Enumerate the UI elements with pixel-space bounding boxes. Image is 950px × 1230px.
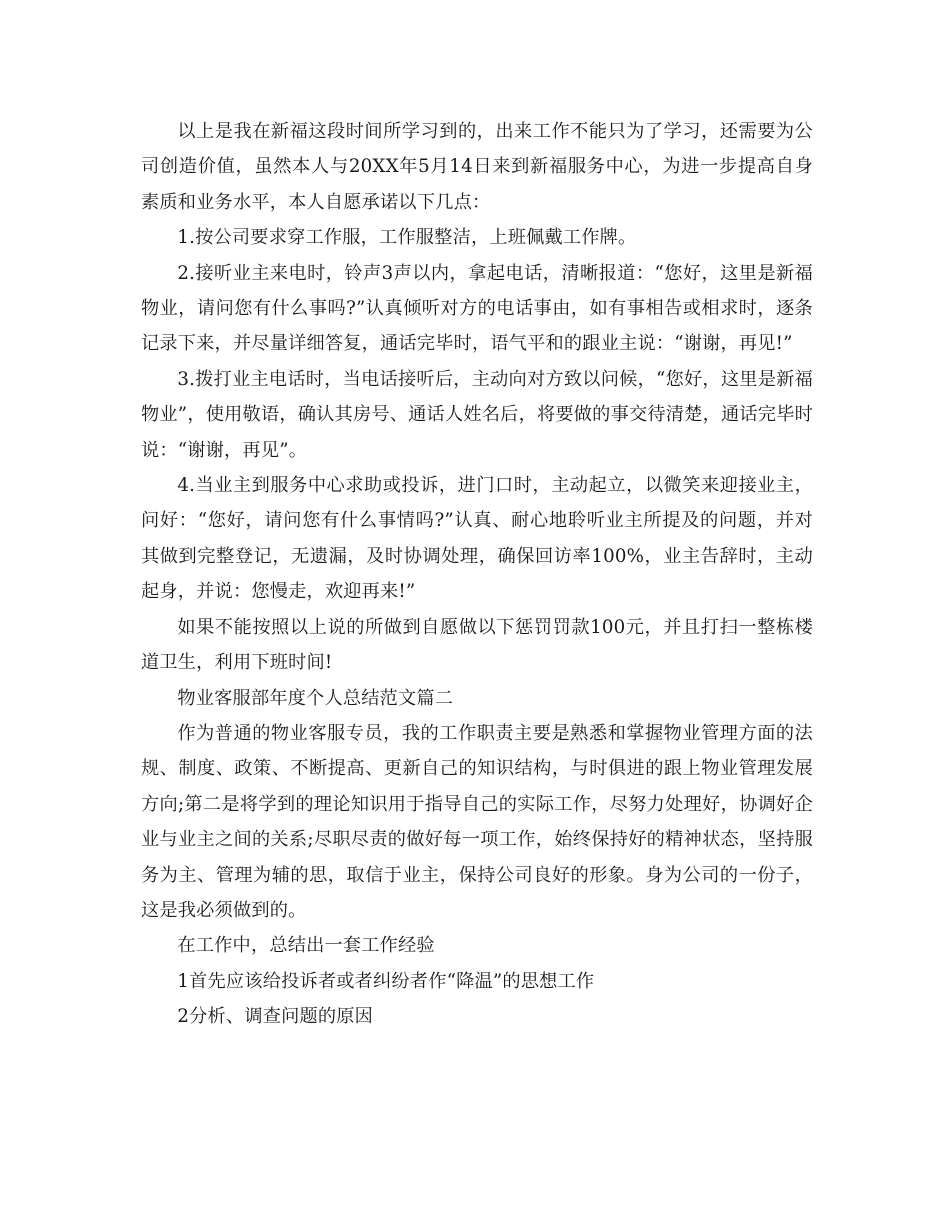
list-item-experience-1: 1首先应该给投诉者或者纠纷者作“降温”的思想工作 [177,970,595,992]
paragraph-duties: 作为普通的物业客服专员，我的工作职责主要是熟悉和掌握物业管理方面的法规、制度、政策、不断提高、更新自己的知识结构，与时俱进的跟上物业管理发展方向;第二是将学到的理论知识用于指导自己的实际工作，尽努力处理好，协调好企业与业主之间的关系;尽职尽责的做好每一项工作，始终保持好的精神状态，坚持服务为主、管理为辅的思，取信于业主，保持公司良好的形象。身为公司的一份子，这是我必须做到的。 [141,722,813,921]
paragraph-commitment-4: 4.当业主到服务中心求助或投诉，进门口时，主动起立，以微笑来迎接业主，问好：“您好，请问您有什么事情吗?”认真、耐心地聆听业主所提及的问题，并对其做到完整登记，无遗漏，及时协调处理，确保回访率100%，业主告辞时，主动起身，并说：您慢走，欢迎再来!” [141,475,813,603]
document-page [141,114,813,1035]
paragraph-commitment-intro: 以上是我在新福这段时间所学习到的，出来工作不能只为了学习，还需要为公司创造价值，虽然本人与20XX年5月14日来到新福服务中心，为进一步提高自身素质和业务水平，本人自愿承诺以下几点： [141,121,813,213]
paragraph-commitment-2: 2.接听业主来电时，铃声3声以内，拿起电话，清晰报道：“您好，这里是新福物业，请问您有什么事吗?”认真倾听对方的电话事由，如有事相告或相求时，逐条记录下来，并尽量详细答复，通话完毕时，语气平和的跟业主说：“谢谢，再见!” [141,262,813,355]
list-item-experience-2: 2分析、调查问题的原因 [177,1006,374,1028]
section-heading: 物业客服部年度个人总结范文篇二 [177,687,454,709]
paragraph-commitment-1: 1.按公司要求穿工作服，工作服整洁，上班佩戴工作牌。 [177,227,637,249]
paragraph-experience-intro: 在工作中，总结出一套工作经验 [177,935,435,957]
paragraph-commitment-3: 3.拨打业主电话时，当电话接听后，主动向对方致以问候，“您好，这里是新福物业”，使用敬语，确认其房号、通话人姓名后，将要做的事交待清楚，通话完毕时说：“谢谢，再见”。 [141,368,813,461]
paragraph-penalty: 如果不能按照以上说的所做到自愿做以下惩罚罚款100元，并且打扫一整栋楼道卫生，利用下班时间! [141,616,813,674]
